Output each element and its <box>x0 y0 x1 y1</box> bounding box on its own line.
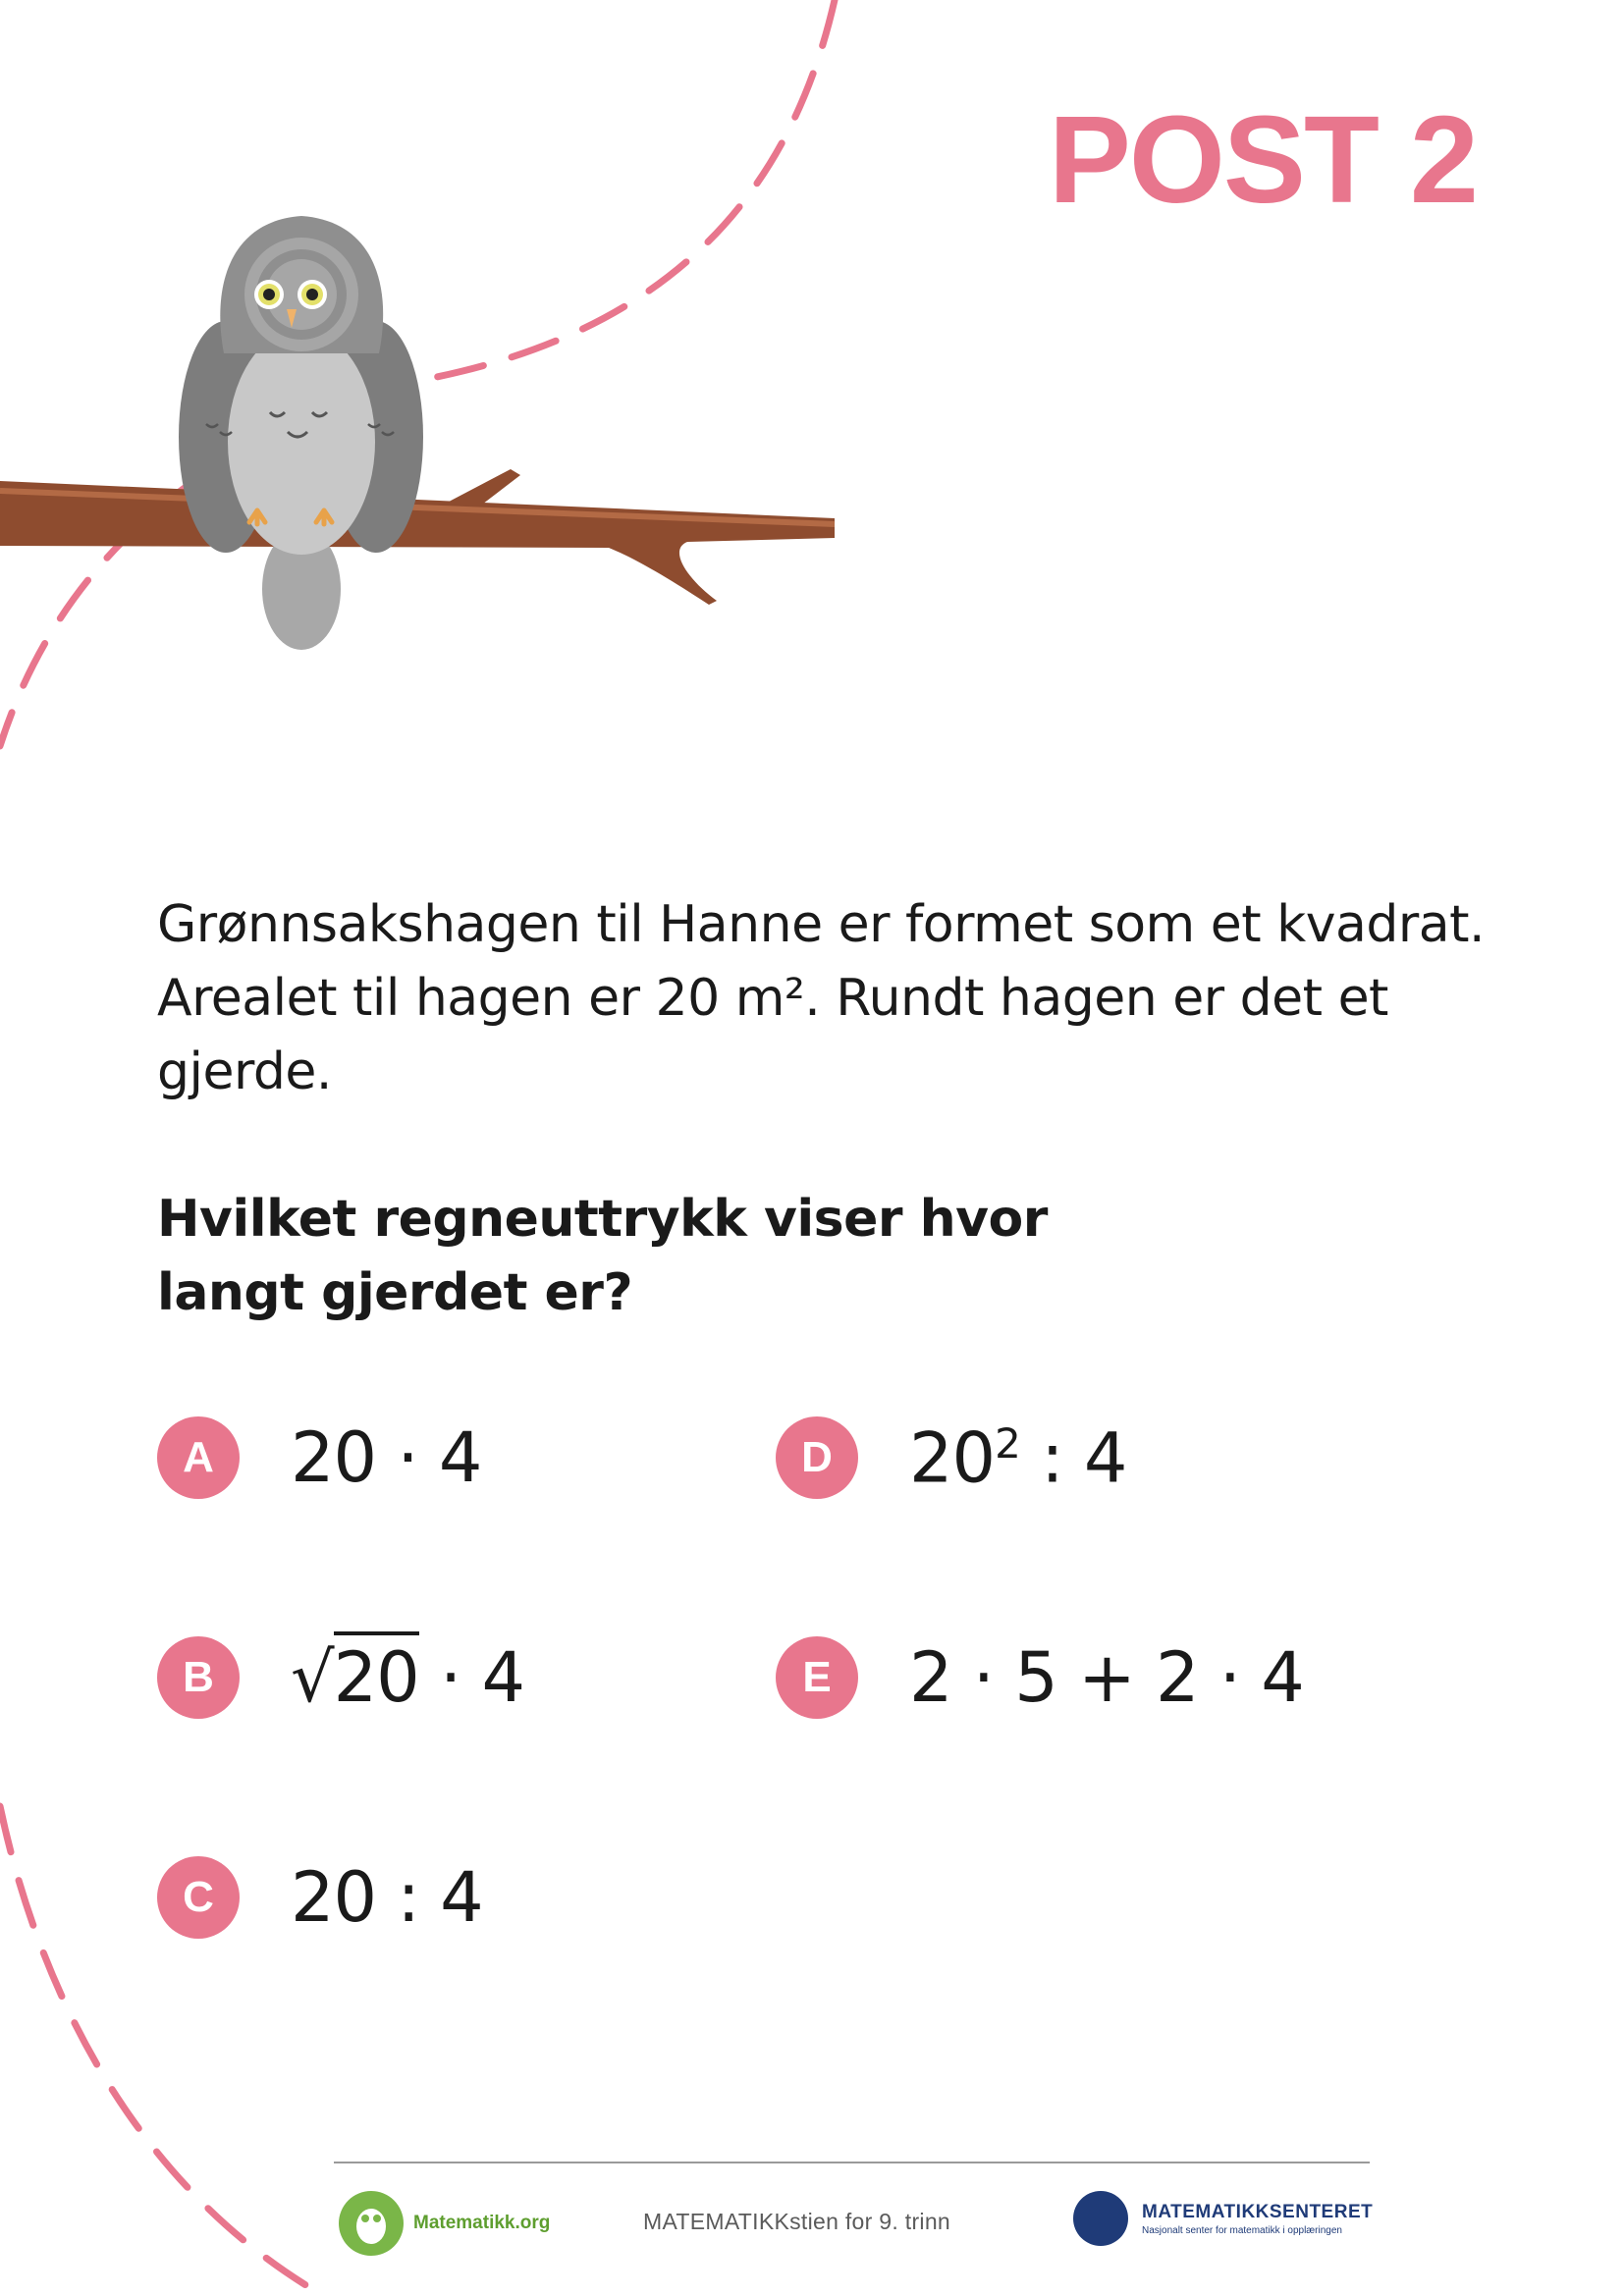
option-a-expression: 20 · 4 <box>291 1417 482 1498</box>
sqrt-sign: √ <box>291 1637 334 1718</box>
option-e-expression: 2 · 5 + 2 · 4 <box>909 1637 1304 1718</box>
option-a-badge: A <box>157 1416 240 1499</box>
option-b[interactable] <box>157 1636 524 1719</box>
owl-illustration <box>179 216 423 650</box>
option-b-expression <box>291 1637 524 1718</box>
option-c-badge: C <box>157 1856 240 1939</box>
option-d-badge: D <box>776 1416 858 1499</box>
left-brand-name: Matematikk.org <box>413 2213 551 2233</box>
power-exponent: 2 <box>995 1418 1020 1468</box>
task-intro: Grønnsakshagen til Hanne er formet som et kvadrat. Arealet til hagen er 20 m². Rundt hagen er det et gjerde. <box>157 895 1486 1101</box>
matematikk-org-logo[interactable] <box>339 2191 550 2256</box>
power-base: 20 <box>909 1417 996 1499</box>
matematikksenteret-logo[interactable] <box>1073 2191 1373 2246</box>
option-c[interactable] <box>157 1856 483 1939</box>
option-c-expression: 20 : 4 <box>291 1857 483 1938</box>
task-question: Hvilket regneuttrykk viser hvor langt gjerdet er? <box>157 1190 1048 1322</box>
option-d-expression <box>909 1417 1127 1499</box>
footer-divider <box>334 2162 1370 2163</box>
footer-caption: MATEMATIKKstien for 9. trinn <box>643 2209 951 2234</box>
dashed-path-top <box>0 0 835 746</box>
option-e-badge: E <box>776 1636 858 1719</box>
option-b-rest: · 4 <box>418 1637 524 1718</box>
option-b-badge: B <box>157 1636 240 1719</box>
right-brand-tagline: Nasjonalt senter for matematikk i opplæringen <box>1142 2224 1342 2236</box>
option-d[interactable] <box>776 1416 1126 1499</box>
right-brand-name: MATEMATIKKSENTERET <box>1142 2201 1374 2222</box>
option-d-rest: : 4 <box>1019 1417 1127 1499</box>
clock-seal-icon <box>1073 2191 1128 2246</box>
post-title: POST 2 <box>1048 90 1477 229</box>
option-e[interactable] <box>776 1636 1304 1719</box>
option-a[interactable] <box>157 1416 481 1499</box>
sqrt-radicand: 20 <box>334 1631 419 1718</box>
owl-logo-icon <box>339 2191 404 2256</box>
